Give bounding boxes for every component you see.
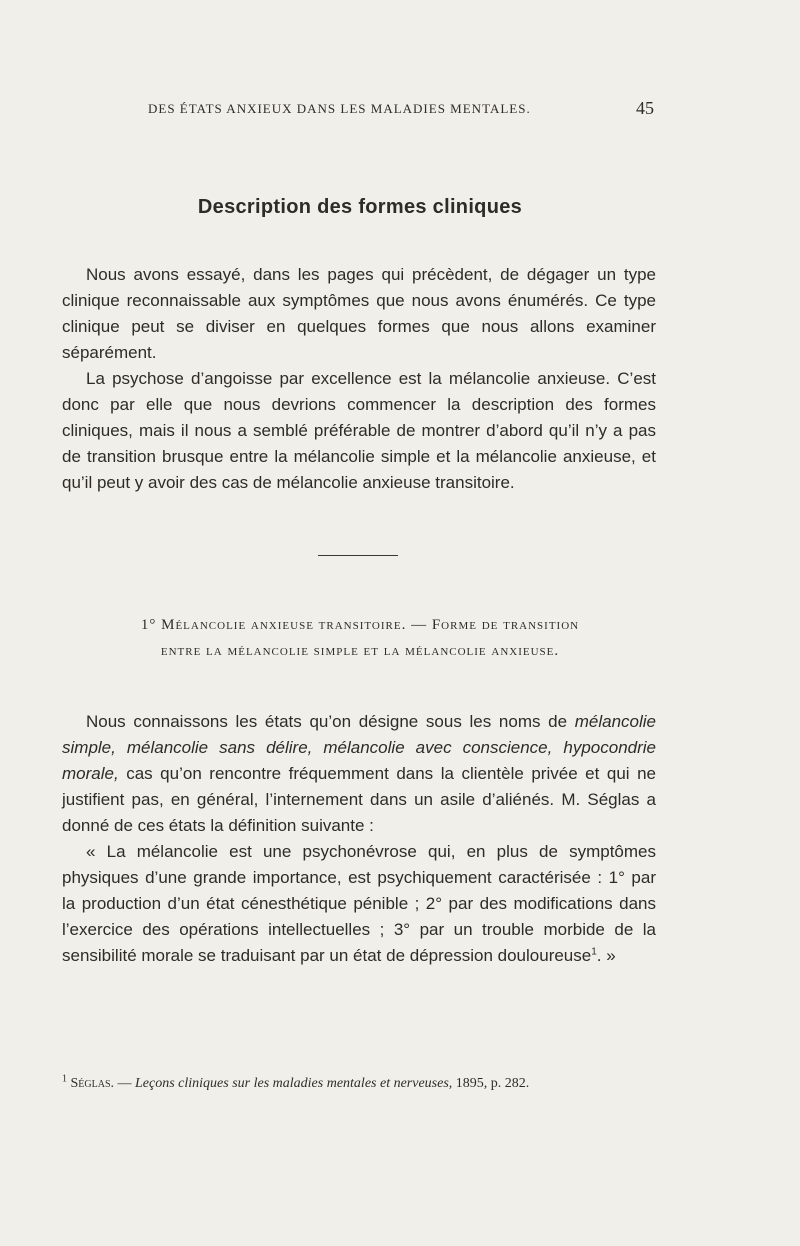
footnote-dash: . — bbox=[110, 1076, 136, 1091]
paragraph-states-start: Nous connaissons les états qu’on désigne sous les noms de bbox=[86, 712, 575, 731]
footnote-rest: 1895, p. 282. bbox=[452, 1076, 530, 1091]
quote-text: « La mélancolie est une psychonévrose qui, en plus de symptômes physiques d’une grande importance, est psychiquement caractérisée : 1° par la production d’un état cénesthétique pénible ; 2° par des modifications dans l’exercice des opérations intellectuelles ; 3° par un trouble morbide de la sensibilité morale se traduisant par un état de dépression douloureuse bbox=[62, 842, 656, 965]
paragraph-states-end: cas qu’on rencontre fréquemment dans la clientèle privée et qui ne justifient pas, en général, l’internement dans un asile d’aliénés. M. Séglas a donné de ces états la définition suivante : bbox=[62, 764, 656, 835]
paragraph-intro-1: Nous avons essayé, dans les pages qui précèdent, de dégager un type clinique reconnaissable aux symptômes que nous avons énumérés. Ce type clinique peut se diviser en quelques formes que nous allons examiner séparément. bbox=[62, 265, 656, 362]
subsection-heading-line-1: 1° Mélancolie anxieuse transitoire. — Forme de transition bbox=[140, 617, 580, 633]
running-title: DES ÉTATS ANXIEUX DANS LES MALADIES MENTALES. bbox=[148, 101, 531, 116]
footnote-marker: 1 bbox=[62, 1073, 67, 1085]
quote-close: . » bbox=[596, 946, 616, 965]
page-number: 45 bbox=[636, 98, 654, 118]
paragraph-quote bbox=[62, 839, 656, 969]
footnote-reference: 1 bbox=[591, 946, 597, 958]
section-title: Description des formes cliniques bbox=[197, 196, 523, 218]
intro-text bbox=[62, 262, 656, 496]
main-text bbox=[62, 709, 656, 969]
footnote-title: Leçons cliniques sur les maladies mentales et nerveuses, bbox=[135, 1076, 453, 1091]
footnote-author: Séglas bbox=[70, 1076, 111, 1091]
subsection-heading-line-2: entre la mélancolie simple et la mélancolie anxieuse. bbox=[160, 643, 560, 659]
paragraph-states bbox=[62, 709, 656, 839]
subsection-heading bbox=[62, 612, 658, 664]
paragraph-intro-2: La psychose d’angoisse par excellence est la mélancolie anxieuse. C’est donc par elle que nous devrions commencer la description des formes cliniques, mais il nous a semblé préférable de montrer d’abord qu’il n’y a pas de transition brusque entre la mélancolie simple et la mélancolie anxieuse, et qu’il peut y avoir des cas de mélancolie anxieuse transitoire. bbox=[62, 369, 656, 492]
footnote bbox=[62, 1074, 666, 1093]
paragraph-states-italic: mélancolie simple, mélancolie sans délire, mélancolie avec conscience, hypocondrie morale, bbox=[62, 712, 656, 783]
section-divider bbox=[318, 555, 398, 556]
